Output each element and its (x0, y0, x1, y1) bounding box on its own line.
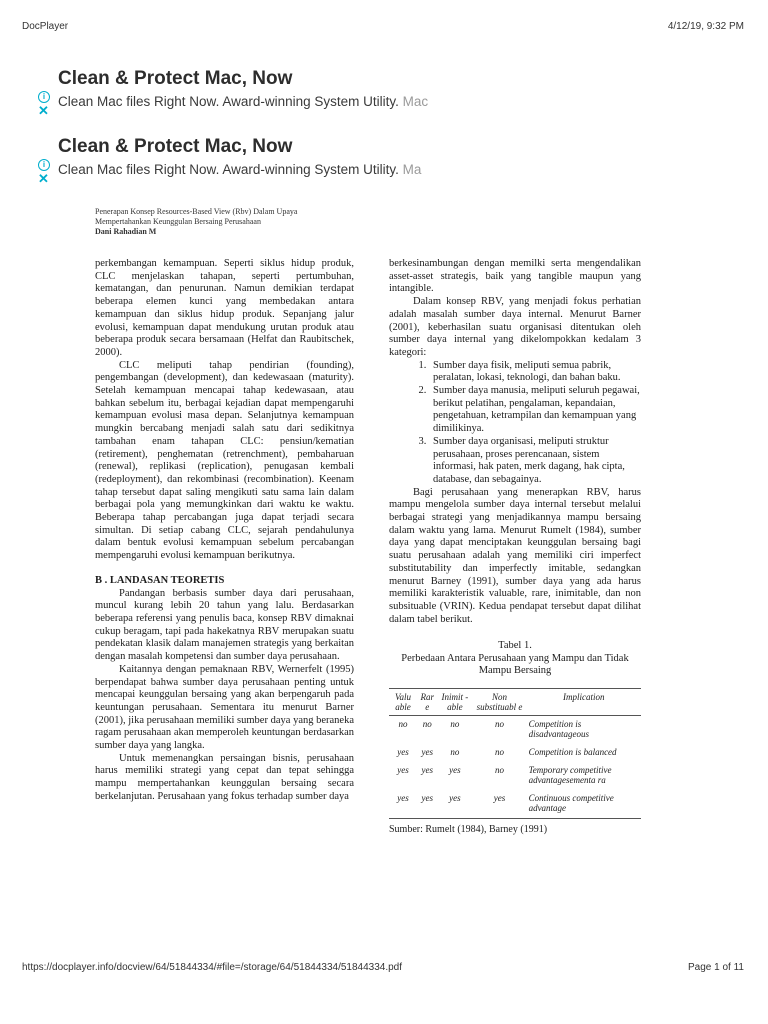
header-title-line-2: Mempertahankan Keunggulan Bersaing Perusahaan (95, 217, 261, 226)
table-cell: no (450, 718, 460, 729)
table-cell: yes (437, 790, 472, 819)
table-cell: yes (449, 764, 461, 775)
table-cell: no (450, 746, 460, 757)
ad-description-faded: Ma (402, 162, 422, 177)
table-cell: Temporary competitive advantagesementa ra (528, 764, 612, 785)
table-header-cell: Valu able (389, 688, 417, 715)
table-title: Perbedaan Antara Perusahaan yang Mampu dan Tidak Mampu Bersaing (401, 652, 629, 677)
close-icon[interactable]: ✕ (38, 103, 49, 118)
ad-description-faded: Mac (402, 94, 429, 109)
ad-title[interactable]: Clean & Protect Mac, Now (58, 68, 293, 89)
left-column (95, 258, 354, 804)
table-cell: yes (417, 790, 437, 819)
table-cell: yes (421, 764, 433, 775)
table-header-cell: Rar e (417, 688, 437, 715)
vrin-table (389, 688, 641, 819)
table-number: Tabel 1. (498, 640, 532, 652)
table-header-cell: Non substituabl e (472, 688, 526, 715)
paragraph: Dalam konsep RBV, yang menjadi fokus perhatian adalah masalah sumber daya internal. Menurut Barner (2001), keberhasilan suatu organisasi ditentukan oleh sumber daya internal yang dikelompokkan kedalam 3 kategori: (389, 296, 641, 358)
table-row (389, 762, 641, 790)
list-item: 2. Sumber daya manusia, meliputi seluruh pegawai, berikut pelatihan, pengalaman, kepandaian, pengetahuan, ketrampilan dan kemampuan yang dimilikinya. (429, 385, 641, 436)
table-cell: Continuous competitive advantage (527, 790, 641, 819)
print-footer (22, 962, 744, 976)
table-caption (389, 640, 641, 678)
list-item: 3. Sumber daya organisasi, meliputi struktur perusahaan, proses perencanaan, sistem informasi, hak paten, merk dagang, hak cipta, database, dan sebagainya. (429, 436, 641, 487)
table-cell: Competition is balanced (528, 746, 617, 757)
table-cell: yes (397, 764, 409, 775)
paragraph: Untuk memenangkan persaingan bisnis, perusahaan harus memiliki strategi yang cepat dan tepat sehingga mampu mempertahankan keunggulan bersaing secara berkelanjutan. Perusahaan yang fokus terhadap sumber daya (95, 752, 354, 802)
table-cell: Competition is disadvantageous (528, 718, 590, 739)
ad-title[interactable]: Clean & Protect Mac, Now (58, 136, 293, 157)
table-row (389, 715, 641, 744)
paragraph: perkembangan kemampuan. Seperti siklus hidup produk, CLC menjelaskan tahapan, seperti pertumbuhan, kematangan, dan penurunan. Namun demikian terdapat beberapa elemen kunci yang membedakan antara kemampuan dan siklus hidup produk. Sepanjang jalur evolusi, kemampuan dapat mendukung urutan produk atau beberapa produk secara bersamaan (Helfat dan Raubitschek, 2000). (95, 258, 354, 358)
document-page (58, 200, 648, 950)
paragraph: CLC meliputi tahap pendirian (founding), pengembangan (development), dan kedewasaan (maturity). Setelah kemampuan mencapai tahap kedewasaan, atau bahkan sebelum itu, berbagai kejadian dapat mempengaruhi kemampuan evolusi masa depan. Selanjutnya kemampuan mungkin bercabang menjadi salah satu dari sedikitnya tambahan enam tahapan CLC: pensiun/kematian (retirement), penghematan (retrenchment), pembaharuan (renewal), replikasi (replication), penugasan kembali (redeployment), dan rekombinasi (recombination). Keenam tahap tersebut dapat saling mengikuti satu sama lain dalam berbagai pola yang memungkinkan dari waktu ke waktu. Beberapa tahap percabangan juga dapat terjadi secara simultan. Di setiap cabang CLC, sejarah pendahulunya dalam bentuk evolusi kemampuan sebelum percabangan mempengaruhi evolusi kemampuan berikutnya. (95, 359, 354, 562)
table-cell: no (494, 746, 504, 757)
table-cell: no (494, 718, 504, 729)
paragraph: Kaitannya dengan pemaknaan RBV, Wernerfelt (1995) berpendapat bahwa sumber daya perusahaan penting untuk mencapai keunggulan bersaing yang akan berpengaruh pada keuntungan perusahaan. Sementara itu menurut Barner (2001), jika perusahaan memiliki sumber daya yang beraneka ragam perusahaan akan memperoleh keuntungan berdasarkan sumber daya yang langka. (95, 663, 354, 752)
info-icon[interactable]: i (38, 159, 50, 171)
print-url: https://docplayer.info/docview/64/51844334/#file=/storage/64/51844334/51844334.pdf (22, 962, 403, 973)
paragraph: Bagi perusahaan yang menerapkan RBV, harus mampu mengelola sumber daya internal tersebut melalui berbagai strategi yang menjadikannya mampu bersaing dalam waktu yang lama. Menurut Rumelt (1984), sumber daya yang dapat menciptakan keunggulan bersaing bagi suatu perusahaan adalah yang memiliki ciri imperfect substitutability dan imperfectly imitable, sedangkan menurut Barney (1991), sumber daya yang ada harus memiliki karakteristik valuable, rare, inimitable, dan non subsituable (VRIN). Kedua pendapat tersebut dapat dilihat dalam tabel berikut. (389, 486, 641, 625)
table-cell: no (422, 718, 432, 729)
paragraph: Pandangan berbasis sumber daya dari perusahaan, muncul kurang lebih 20 tahun yang lalu. Berdasarkan beberapa referensi yang penulis baca, konsep RBV dimaknai cukup beragam, tapi pada hakekatnya RBV merupakan suatu pendekatan klasik dalam manajemen strategis yang berkaitan dengan masalah kompetensi dan sumber daya perusahaan. (95, 587, 354, 663)
ad-description[interactable]: Clean Mac files Right Now. Award-winning System Utility. Ma (58, 162, 422, 177)
header-title-line-1: Penerapan Konsep Resources-Based View (Rbv) Dalam Upaya (95, 207, 298, 216)
list-item: 1. Sumber daya fisik, meliputi semua pabrik, peralatan, lokasi, teknologi, dan bahan baku. (429, 360, 641, 385)
table-cell: yes (421, 746, 433, 757)
paragraph: berkesinambungan dengan memilki serta mengendalikan asset-asset strategis, baik yang tangible maupun yang intangible. (389, 258, 641, 295)
table-cell: yes (389, 790, 417, 819)
right-column (389, 258, 641, 837)
page-number: Page 1 of 11 (688, 962, 744, 973)
table-row (389, 744, 641, 762)
table-source: Sumber: Rumelt (1984), Barney (1991) (389, 823, 548, 835)
print-header (22, 21, 744, 35)
ad-description[interactable]: Clean Mac files Right Now. Award-winning System Utility. Mac (58, 94, 429, 109)
table-header-cell: Implication (527, 688, 641, 715)
resource-category-list (389, 360, 641, 487)
table-cell: yes (397, 746, 409, 757)
table-header-row (389, 688, 641, 715)
print-datetime: 4/12/19, 9:32 PM (667, 21, 744, 32)
header-author: Dani Rahadian M (95, 227, 157, 236)
document-running-header (95, 207, 297, 237)
close-icon[interactable]: ✕ (38, 171, 49, 186)
table-cell: no (494, 764, 504, 775)
table-row (389, 790, 641, 819)
section-heading: B . LANDASAN TEORETIS (95, 574, 225, 586)
print-site-name: DocPlayer (22, 21, 69, 32)
info-icon[interactable]: i (38, 91, 50, 103)
table-cell: no (398, 718, 408, 729)
table-header-cell: Inimit -able (437, 688, 472, 715)
table-cell: yes (472, 790, 526, 819)
